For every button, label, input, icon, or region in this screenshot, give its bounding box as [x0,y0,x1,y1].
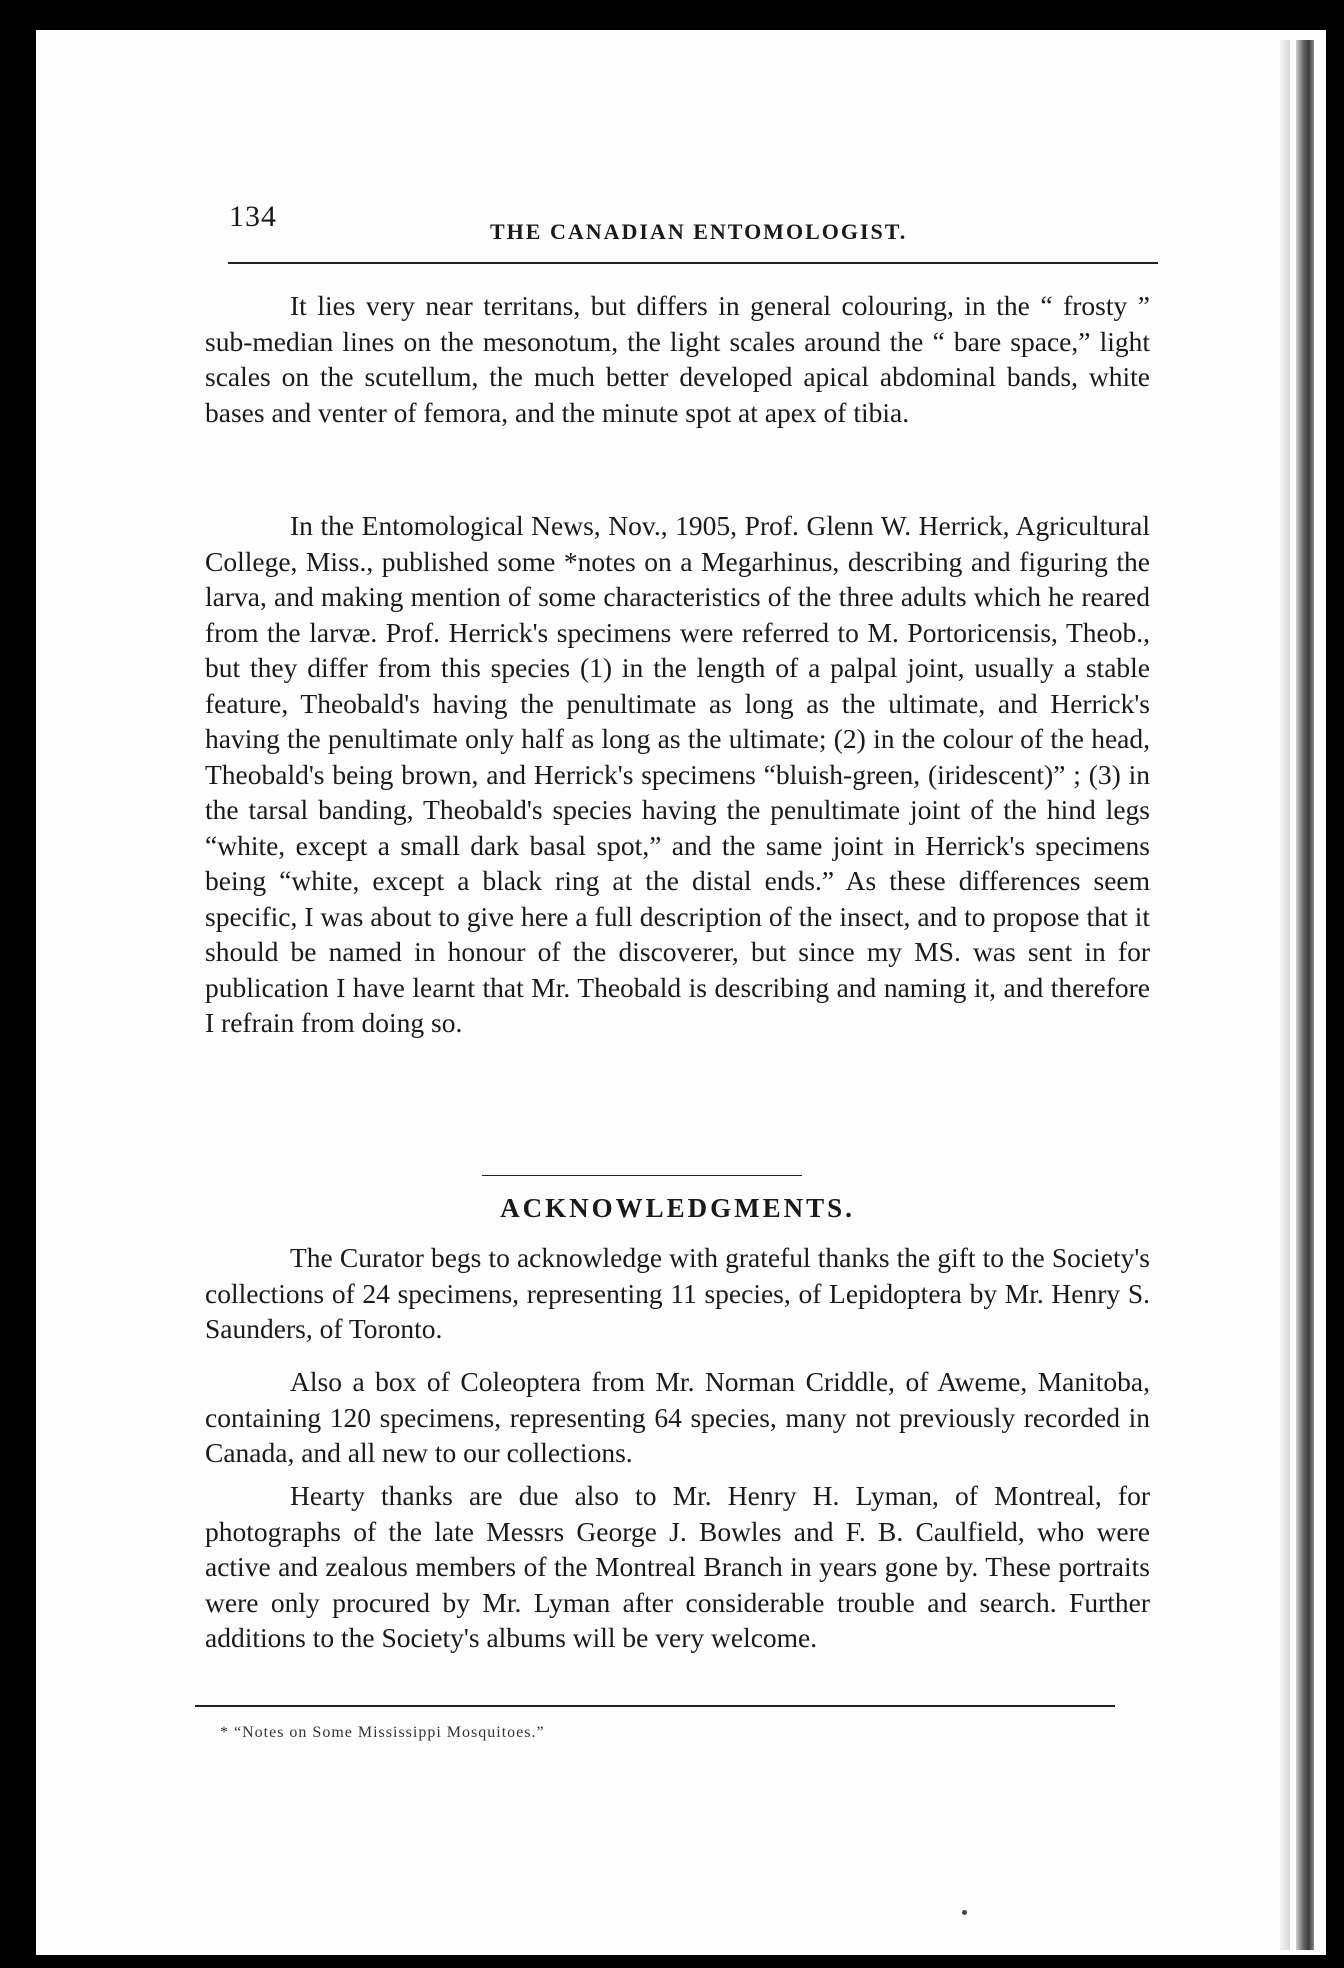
section-divider [482,1175,802,1176]
section-heading: ACKNOWLEDGMENTS. [500,1193,855,1223]
header-rule [228,262,1158,264]
paragraph-curator: The Curator begs to acknowledge with grateful thanks the gift to the Society's collections of 24 specimens, representing 11 species, of Lepidoptera by Mr. Henry S. Saunders, of Toronto. [205,1242,1150,1344]
paragraph-thanks: Hearty thanks are due also to Mr. Henry H. Lyman, of Montreal, for photographs of the late Messrs George J. Bowles and F. B. Caulfield, who were active and zealous members of the Montreal Branch in years gone by. These portraits were only procured by Mr. Lyman after considerable trouble and search. Further additions to the Society's albums will be very welcome. [205,1480,1150,1653]
page-number: 134 [229,200,277,233]
page-edge [1296,40,1314,1950]
footnote-rule [195,1705,1115,1707]
footnote: * “Notes on Some Mississippi Mosquitoes.” [220,1724,545,1741]
running-head: THE CANADIAN ENTOMOLOGIST. [490,219,908,244]
paragraph-herrick: In the Entomological News, Nov., 1905, Prof. Glenn W. Herrick, Agricultural College, Miss., published some *notes on a Megarhinus, describing and figuring the larva, and making mention of some characteristics of the three adults which he reared from the larvæ. Prof. Herrick's specimens were referred to M. Portoricensis, Theob., but they differ from this species (1) in the length of a palpal joint, usually a stable feature, Theobald's having the penultimate as long as the ultimate, and Herrick's having the penultimate only half as long as the ultimate; (2) in the colour of the head, Theobald's being brown, and Herrick's specimens “bluish-green, (iridescent)” ; (3) in the tarsal banding, Theobald's species having the penultimate joint of the hind legs “white, except a small dark basal spot,” and the same joint in Herrick's specimens being “white, except a black ring at the distal ends.” As these differences seem specific, I was about to give here a full description of the insect, and to propose that it should be named in honour of the discoverer, but since my MS. was sent in for publication I have learnt that Mr. Theobald is describing and naming it, and therefore I refrain from doing so. [205,510,1150,1038]
paragraph-coleoptera: Also a box of Coleoptera from Mr. Norman Criddle, of Aweme, Manitoba, containing 120 specimens, representing 64 species, many not previously recorded in Canada, and all new to our collections. [205,1366,1150,1468]
speck [962,1910,967,1915]
paragraph-territans: It lies very near territans, but differs in general colouring, in the “ frosty ” sub-median lines on the mesonotum, the light scales around the “ bare space,” light scales on the scutellum, the much better developed apical abdominal bands, white bases and venter of femora, and the minute spot at apex of tibia. [205,290,1150,428]
page-edge-shadow [1280,40,1290,1950]
